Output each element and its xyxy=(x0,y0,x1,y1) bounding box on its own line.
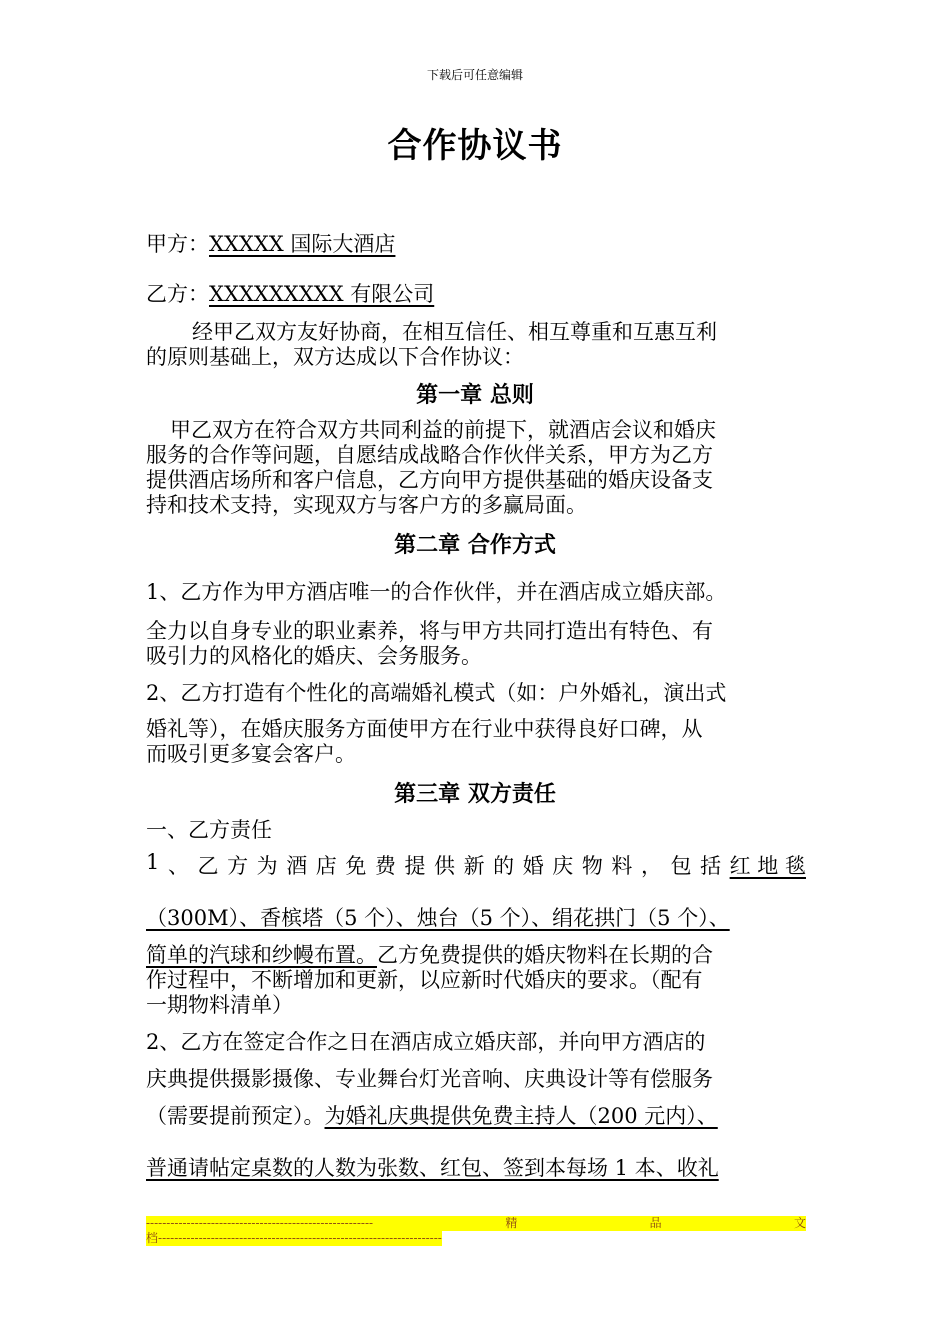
underlined-phrase: 为婚礼庆典提供免费主持人（200 元内）、 xyxy=(324,1104,718,1128)
chapter-1-line-2: 服务的合作等问题，自愿结成战略合作伙伴关系，甲方为乙方 xyxy=(146,443,713,467)
chapter-3-item-1-line-4: 作过程中，不断增加和更新，以应新时代婚庆的要求。（配有 xyxy=(146,968,703,992)
footer-char: 精 xyxy=(505,1216,518,1230)
justified-char: 、 xyxy=(167,854,189,878)
chapter-2-item-1: 1、乙方作为甲方酒店唯一的合作伙伴，并在酒店成立婚庆部。 xyxy=(146,580,727,604)
chapter-2-item-1-line-3: 吸引力的风格化的婚庆、会务服务。 xyxy=(146,644,482,668)
footer-dashes: ---------------------------------------------------------------------- xyxy=(158,1231,442,1245)
chapter-2-item-2: 2、乙方打造有个性化的高端婚礼模式（如：户外婚礼，演出式 xyxy=(146,681,727,705)
underlined-phrase: 简单的汽球和纱幔布置。 xyxy=(146,943,377,967)
underlined-phrase: 红 地 毯 xyxy=(729,854,806,878)
chapter-1-heading: 第一章 总则 xyxy=(416,382,534,408)
chapter-3-item-1-line-5: 一期物料清单） xyxy=(146,993,293,1017)
party-b xyxy=(146,278,434,308)
chapter-1-line-4: 持和技术支持，实现双方与客户方的多赢局面。 xyxy=(146,493,587,517)
justified-char: 1 xyxy=(146,850,160,874)
chapter-3-item-1-line-1 xyxy=(146,850,806,880)
justified-char: 为 xyxy=(256,854,278,878)
justified-char: 括 xyxy=(700,854,722,878)
chapter-2-item-2-line-2: 婚礼等），在婚庆服务方面使甲方在行业中获得良好口碑，从 xyxy=(146,717,703,741)
party-a-name: XXXXX 国际大酒店 xyxy=(209,232,396,256)
justified-char: 免 xyxy=(345,854,367,878)
party-b-label: 乙方： xyxy=(146,282,209,306)
chapter-3-item-2-line-3 xyxy=(146,1100,718,1130)
footer-banner-line-2 xyxy=(146,1231,442,1246)
justified-char: 婚 xyxy=(522,854,544,878)
footer-char: 文 xyxy=(793,1216,806,1230)
justified-char: 新 xyxy=(463,854,485,878)
justified-char: 的 xyxy=(493,854,515,878)
justified-char: 料 xyxy=(611,854,633,878)
justified-char: 乙 xyxy=(197,854,219,878)
justified-char: 包 xyxy=(670,854,692,878)
chapter-3-item-2-line-2: 庆典提供摄影摄像、专业舞台灯光音响、庆典设计等有偿服务 xyxy=(146,1067,713,1091)
chapter-3-item-1-line-2: （300M）、香槟塔（5 个）、烛台（5 个）、绢花拱门（5 个）、 xyxy=(146,906,730,930)
chapter-2-heading: 第二章 合作方式 xyxy=(394,532,556,558)
footer-banner xyxy=(146,1216,806,1231)
chapter-2-item-2-line-3: 而吸引更多宴会客户。 xyxy=(146,742,356,766)
footer-char: 品 xyxy=(649,1216,662,1230)
party-a xyxy=(146,228,395,258)
chapter-3-subheading: 一、乙方责任 xyxy=(146,818,272,842)
party-a-label: 甲方： xyxy=(146,232,209,256)
chapter-3-heading: 第三章 双方责任 xyxy=(394,781,556,807)
chapter-3-item-2-line-4: 普通请帖定桌数的人数为张数、红包、签到本每场 1 本、收礼 xyxy=(146,1156,719,1180)
justified-char: 庆 xyxy=(552,854,574,878)
justified-char: 酒 xyxy=(286,854,308,878)
document-title: 合作协议书 xyxy=(387,126,563,166)
footer-dashes: -------------------------------------------------------- xyxy=(146,1216,374,1230)
chapter-2-item-1-line-2: 全力以自身专业的职业素养，将与甲方共同打造出有特色、有 xyxy=(146,619,713,643)
header-note: 下载后可任意编辑 xyxy=(426,68,523,82)
chapter-1-line-3: 提供酒店场所和客户信息，乙方向甲方提供基础的婚庆设备支 xyxy=(146,468,713,492)
justified-char: 物 xyxy=(581,854,603,878)
footer-char: 档 xyxy=(146,1231,159,1245)
intro-line-1: 经甲乙双方友好协商，在相互信任、相互尊重和互惠互利 xyxy=(192,320,717,344)
justified-char: ， xyxy=(640,854,662,878)
justified-char: 方 xyxy=(227,854,249,878)
chapter-3-item-2-line-1: 2、乙方在签定合作之日在酒店成立婚庆部，并向甲方酒店的 xyxy=(146,1030,706,1054)
party-b-name: XXXXXXXXX 有限公司 xyxy=(209,282,435,306)
chapter-1-line-1: 甲乙双方在符合双方共同利益的前提下，就酒店会议和婚庆 xyxy=(170,418,716,442)
plain-phrase: 乙方免费提供的婚庆物料在长期的合 xyxy=(377,943,713,967)
justified-char: 费 xyxy=(374,854,396,878)
justified-char: 供 xyxy=(434,854,455,878)
justified-char: 提 xyxy=(404,854,426,878)
intro-line-2: 的原则基础上，双方达成以下合作协议： xyxy=(146,345,524,369)
justified-char: 店 xyxy=(315,854,337,878)
plain-phrase: （需要提前预定）。 xyxy=(146,1104,325,1128)
